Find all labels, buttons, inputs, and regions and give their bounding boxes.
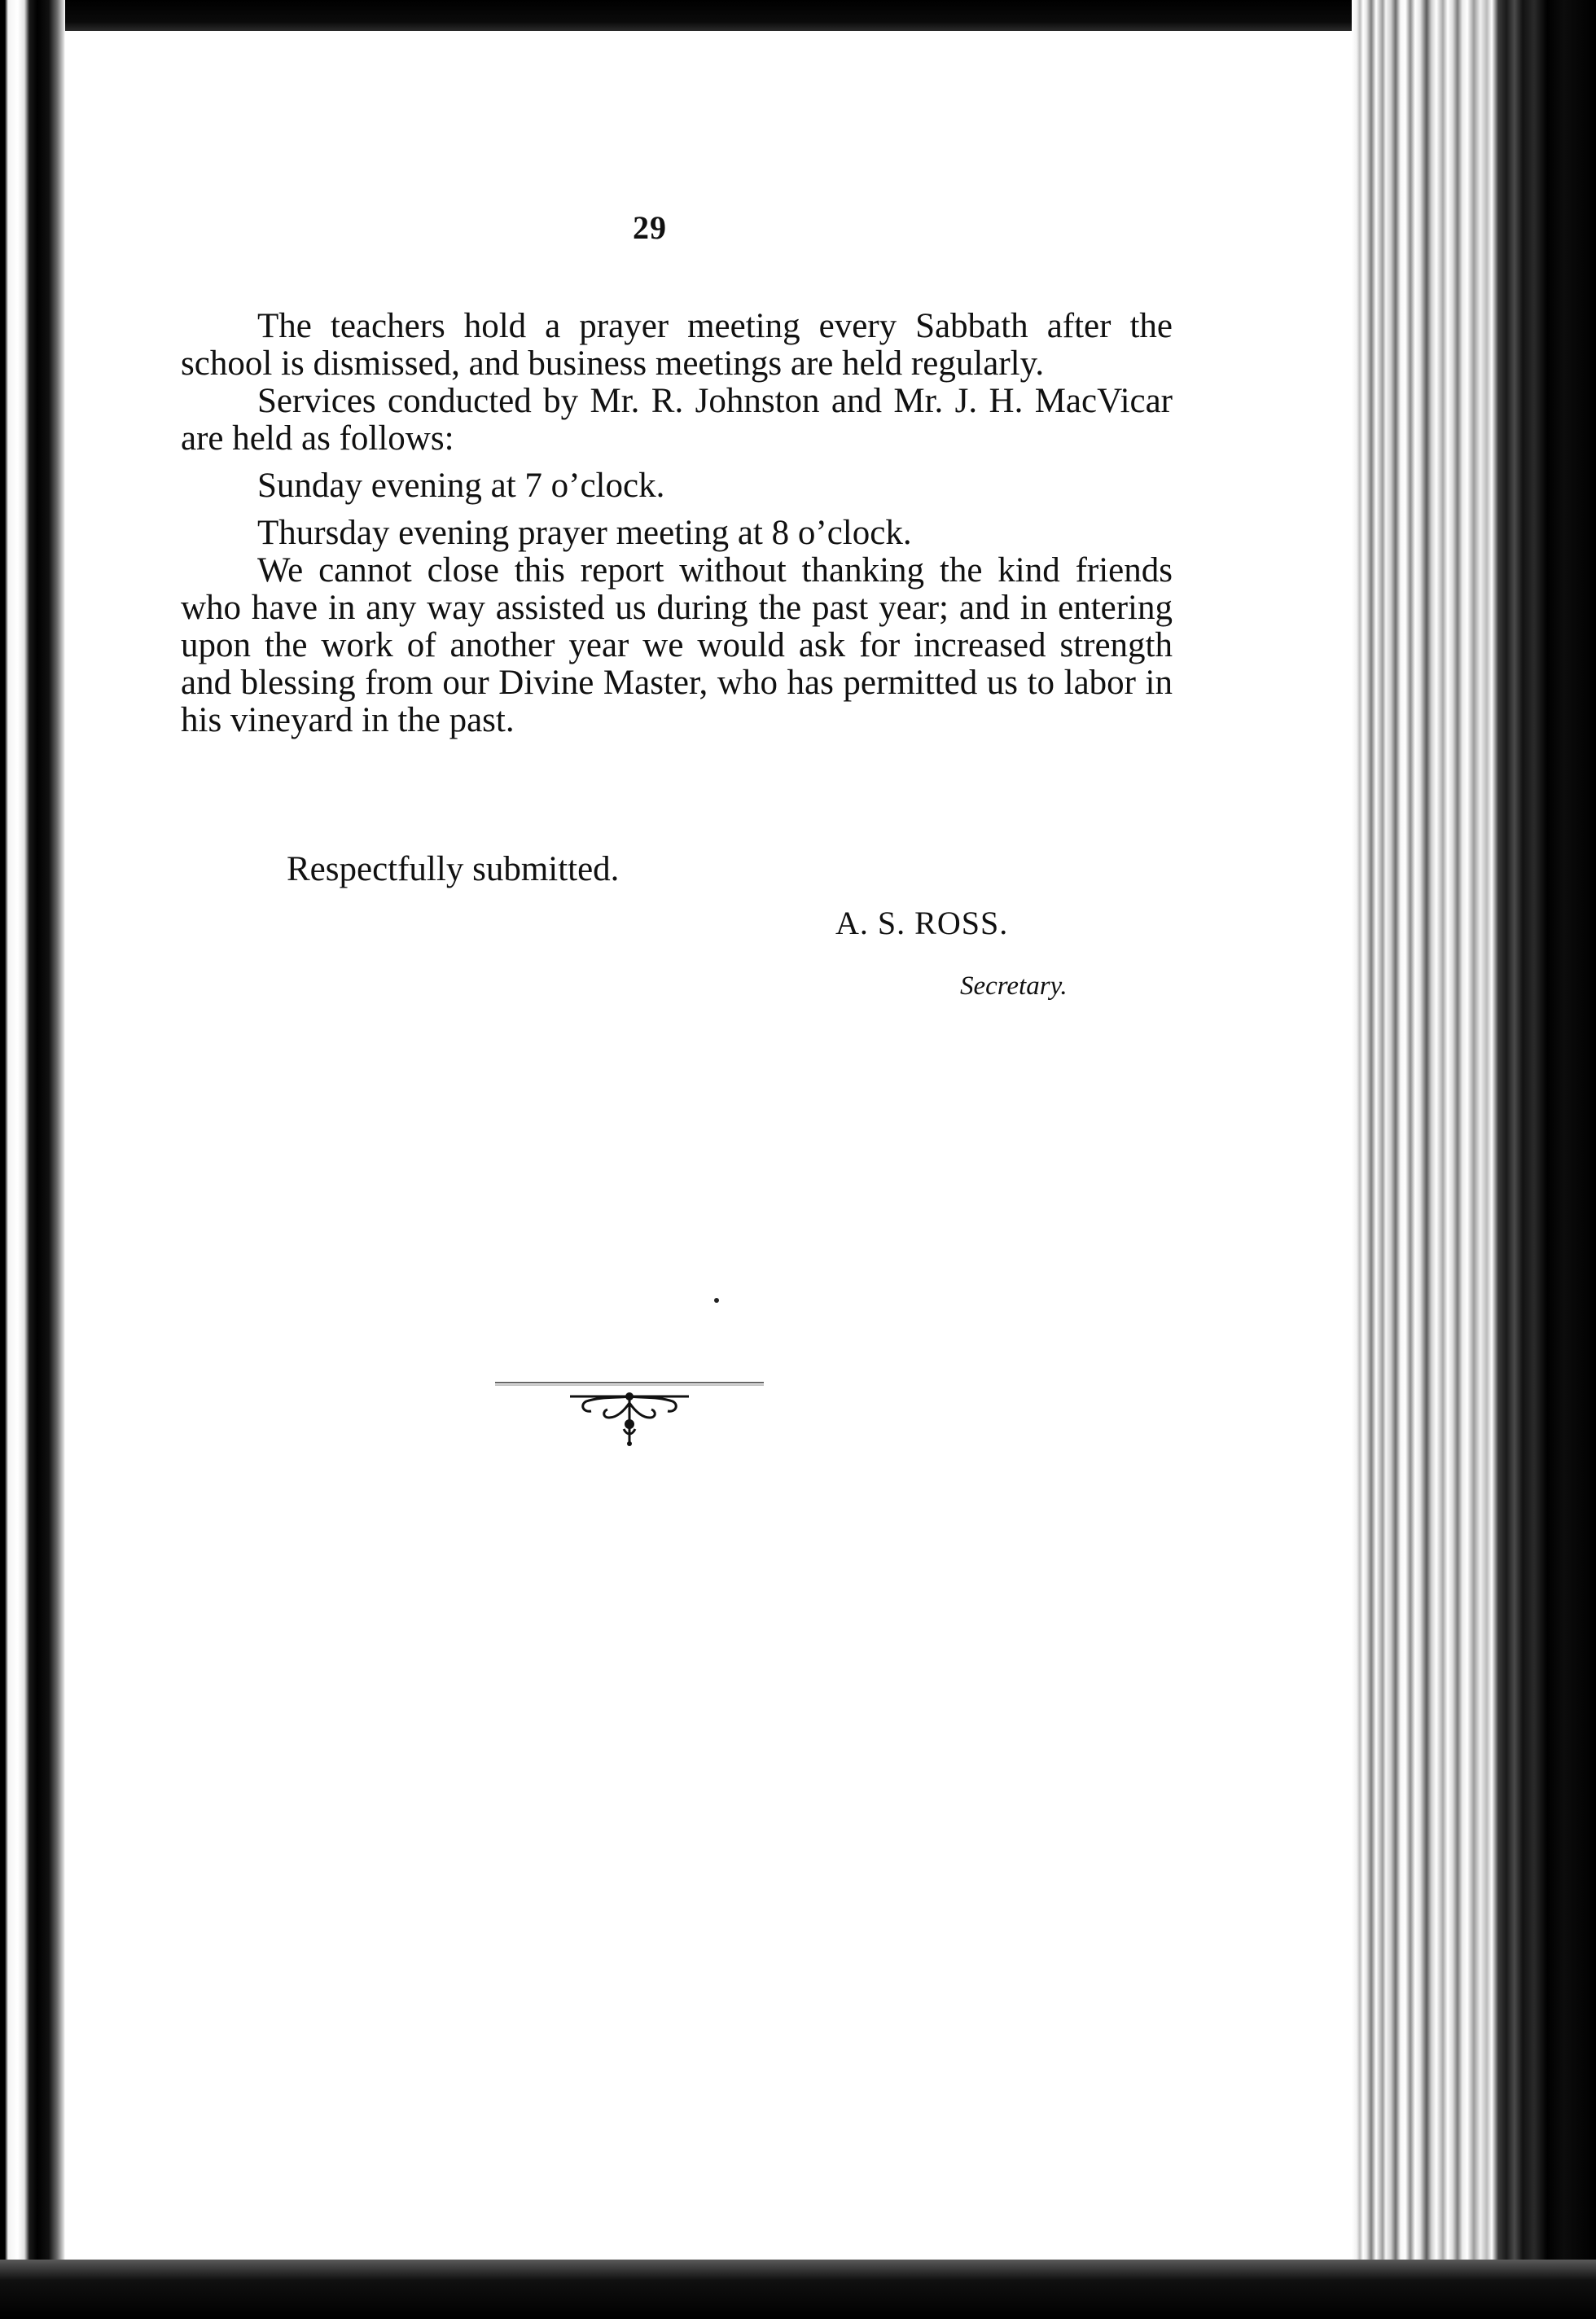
paragraph-services: Services conducted by Mr. R. Johnston and Mr. J. H. MacVicar are held as follows: bbox=[181, 382, 1173, 458]
signature-title: Secretary. bbox=[960, 971, 1068, 1001]
report-body bbox=[181, 308, 1173, 739]
ink-speck bbox=[714, 1298, 719, 1303]
paragraph-sunday: Sunday evening at 7 o’clock. bbox=[257, 467, 665, 505]
signature-name: A. S. ROSS. bbox=[835, 905, 1009, 941]
book-binding-edge bbox=[0, 0, 65, 2319]
ornament-icon bbox=[495, 1379, 764, 1476]
page-stack-edges bbox=[1352, 0, 1596, 2319]
scan-bottom-border bbox=[0, 2260, 1596, 2319]
paragraph-closing: We cannot close this report without thanking the kind friends who have in any way assisted us during the past year; and in entering upon the work of another year we would ask for increased strength and blessing from our Divine Master, who has permitted us to labor in his vineyard in the past. bbox=[181, 551, 1173, 739]
paragraph-thursday: Thursday evening prayer meeting at 8 o’clock. bbox=[257, 514, 912, 552]
signoff: Respectfully submitted. bbox=[287, 850, 620, 888]
page-number: 29 bbox=[633, 209, 667, 246]
paragraph-teachers: The teachers hold a prayer meeting every Sabbath after the school is dismissed, and business meetings are held regularly. bbox=[181, 307, 1173, 383]
page-sheet bbox=[65, 31, 1352, 2260]
